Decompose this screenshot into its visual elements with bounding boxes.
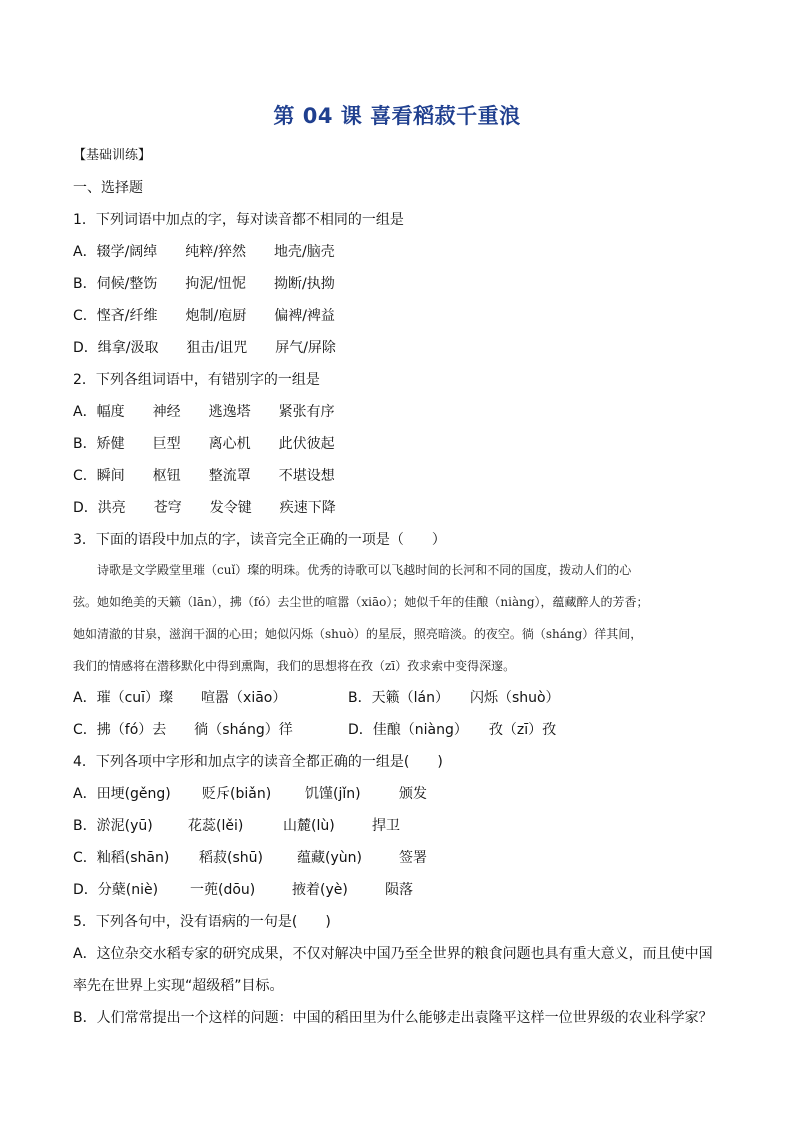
question-2-option-a: A．幅度 神经 逃逸塔 紧张有序 [73,404,335,420]
question-2-option-b: B．矫健 巨型 离心机 此伏彼起 [73,436,335,452]
question-4-stem: 4．下列各项中字形和加点字的读音全都正确的一组是( ) [73,754,443,770]
section-label: 【基础训练】 [73,148,152,163]
question-1-option-a: A．辍学/阔绰 纯粹/猝然 地壳/脑壳 [73,244,335,260]
question-5-option-a: A．这位杂交水稻专家的研究成果，不仅对解决中国乃至全世界的粮食问题也具有重大意义，而且使中国率先在世界上实现“超级稻”目标。 [73,946,713,994]
question-3-stem: 3．下面的语段中加点的字，读音完全正确的一项是（ ） [73,532,446,548]
question-1-stem: 1．下列词语中加点的字，每对读音都不相同的一组是 [73,212,404,228]
question-3-passage-line: 诗歌是文学殿堂里璀（cuǐ）璨的明珠。优秀的诗歌可以飞越时间的长河和不同的国度，拨动人们的心 [73,563,632,577]
question-4-option-d-word: 一蔸(dōu) [190,882,256,898]
question-1-option-c: C．悭吝/纤维 炮制/庖厨 偏裨/裨益 [73,308,335,324]
question-1-option-d: D．缉拿/汲取 狙击/诅咒 屏气/屏除 [73,340,336,356]
question-3-passage-line: 我们的情感将在潜移默化中得到熏陶，我们的思想将在孜（zī）孜求索中变得深邃。 [73,659,516,673]
question-4-option-a-word: 饥馑(jǐn) [305,786,361,802]
question-2-stem: 2．下列各组词语中，有错别字的一组是 [73,372,320,388]
question-4-option-b-word: B．淤泥(yū) [73,818,153,834]
question-5-stem: 5．下列各句中，没有语病的一句是( ) [73,914,331,930]
question-4-option-c-word: 签署 [399,850,427,866]
question-3-passage-line: 弦。她如绝美的天籁（lān），拂（fó）去尘世的喧嚣（xiāo）；她似千年的佳酿（niàng），蕴藏醉人的芳香； [73,595,649,609]
question-3-option-b: B．天籁（lán） 闪烁（shuò） [348,690,560,706]
question-4-option-d-word: 陨落 [385,882,413,898]
question-3-option-a: A．璀（cuī）璨 喧嚣（xiāo） [73,690,287,706]
question-3-passage-line: 她如清澈的甘泉，滋润干涸的心田；她似闪烁（shuò）的星辰，照亮暗淡。的夜空。徜（sháng）徉其间， [73,627,643,641]
question-4-option-a-word: A．田埂(gěng) [73,786,171,802]
question-4-option-c-word: 蕴藏(yùn) [297,850,362,866]
question-4-option-b-word: 花蕊(lěi) [188,818,244,834]
question-2-option-c: C．瞬间 枢钮 整流罩 不堪设想 [73,468,335,484]
question-4-option-c-word: 稻菽(shū) [199,850,263,866]
question-2-option-d: D．洪亮 苍穹 发令键 疾速下降 [73,500,336,516]
part-heading: 一、选择题 [73,180,143,196]
question-4-option-d-word: 掖着(yè) [292,882,348,898]
page-title: 第 04 课 喜看稻菽千重浪 [273,104,521,128]
question-3-option-d: D．佳酿（niàng） 孜（zī）孜 [348,722,557,738]
question-5-option-b: B．人们常常提出一个这样的问题：中国的稻田里为什么能够走出袁隆平这样一位世界级的农业科学家？ [73,1010,713,1026]
question-3-option-c: C．拂（fó）去 徜（sháng）徉 [73,722,293,738]
question-4-option-c-word: C．籼稻(shān) [73,850,170,866]
question-4-option-a-word: 颁发 [399,786,427,802]
question-4-option-b-word: 山麓(lù) [283,818,335,834]
question-4-option-b-word: 捍卫 [372,818,400,834]
question-1-option-b: B．伺候/整饬 拘泥/忸怩 拗断/执拗 [73,276,335,292]
question-4-option-d-word: D．分蘖(niè) [73,882,159,898]
question-4-option-a-word: 贬斥(biǎn) [202,786,272,802]
